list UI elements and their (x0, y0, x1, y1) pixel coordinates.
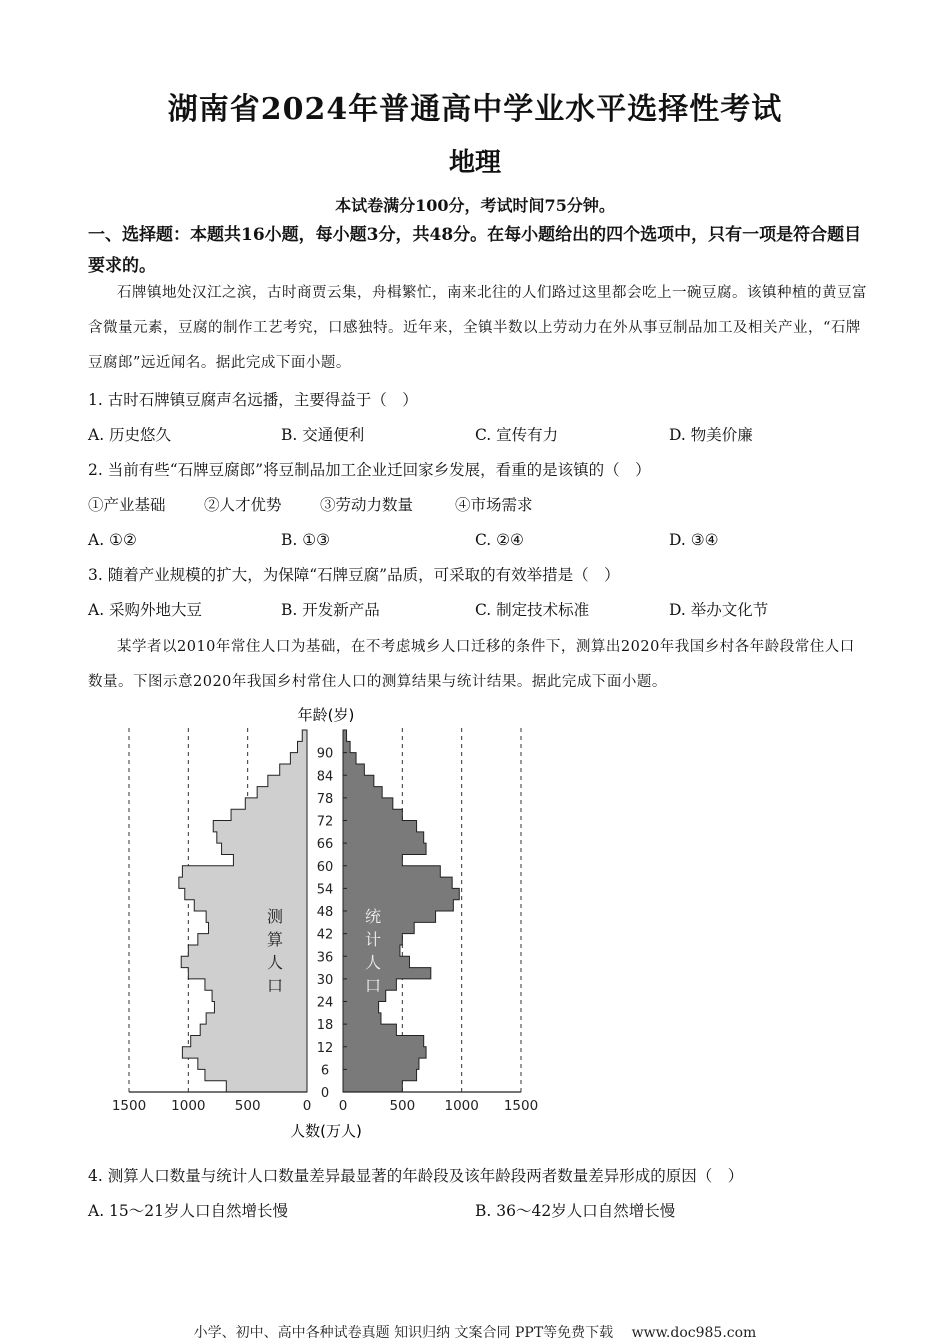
series-label-left-char: 测 (266, 907, 284, 926)
q2-item-4: ④市场需求 (455, 496, 533, 514)
page-footer: 小学、初中、高中各种试卷真题 知识归纳 文案合同 PPT等免费下载 www.doc985.com (193, 1325, 757, 1341)
q1-option-b[interactable]: B. 交通便利 (281, 426, 365, 444)
subject-title: 地理 (448, 148, 501, 178)
q4-option-b[interactable]: B. 36～42岁人口自然增长慢 (475, 1202, 676, 1220)
y-tick-label: 66 (316, 837, 334, 853)
q1-option-d[interactable]: D. 物美价廉 (669, 426, 753, 444)
question-3-stem: 3. 随着产业规模的扩大，为保障“石牌豆腐”品质，可采取的有效举措是（ ） (88, 566, 620, 584)
q3-option-b[interactable]: B. 开发新产品 (281, 601, 380, 619)
series-area-right (343, 730, 459, 1092)
x-tick-label-left: 0 (302, 1098, 312, 1114)
y-tick-label: 24 (316, 995, 334, 1011)
q4-option-a[interactable]: A. 15～21岁人口自然增长慢 (88, 1202, 288, 1220)
series-label-right-char: 计 (364, 930, 382, 949)
series-label-right-char: 人 (364, 953, 382, 972)
series-label-left-char: 口 (266, 976, 284, 995)
y-tick-label: 6 (320, 1063, 330, 1079)
q3-option-c[interactable]: C. 制定技术标准 (475, 601, 590, 619)
y-tick-label: 72 (316, 814, 334, 830)
series-label-right-char: 统 (364, 907, 382, 926)
y-tick-label: 90 (316, 746, 334, 762)
q2-option-a[interactable]: A. ①② (88, 531, 137, 549)
y-tick-label: 12 (316, 1040, 334, 1056)
q3-option-d[interactable]: D. 举办文化节 (669, 601, 769, 619)
q2-item-1: ①产业基础 (88, 496, 166, 514)
exam-note: 本试卷满分100分，考试时间75分钟。 (335, 196, 615, 215)
x-tick-label-right: 1500 (503, 1098, 539, 1114)
section-heading: 一、选择题：本题共16小题，每小题3分，共48分。在每小题给出的四个选项中，只有一项是符合题目要求的。 (88, 225, 862, 276)
q2-option-b[interactable]: B. ①③ (281, 531, 331, 549)
y-tick-label: 60 (316, 859, 334, 875)
q2-option-c[interactable]: C. ②④ (475, 531, 524, 549)
x-tick-label-right: 0 (338, 1098, 348, 1114)
series-label-left-char: 算 (266, 930, 284, 949)
x-tick-label-right: 500 (389, 1098, 416, 1114)
x-tick-label-right: 1000 (444, 1098, 479, 1114)
y-tick-label: 30 (316, 972, 334, 988)
y-axis-label: 年龄(岁) (297, 706, 355, 724)
question-1-stem: 1. 古时石牌镇豆腐声名远播，主要得益于（ ） (88, 391, 418, 409)
y-tick-label: 54 (316, 882, 334, 898)
y-tick-label: 18 (316, 1018, 334, 1034)
exam-title: 湖南省2024年普通高中学业水平选择性考试 (167, 92, 783, 127)
y-tick-label: 48 (316, 905, 334, 920)
y-tick-label: 36 (316, 950, 334, 966)
series-label-right-char: 口 (364, 976, 382, 995)
q2-item-2: ②人才优势 (204, 496, 282, 514)
y-tick-label: 42 (316, 927, 334, 943)
q2-option-d[interactable]: D. ③④ (669, 531, 719, 549)
q1-option-c[interactable]: C. 宣传有力 (475, 426, 559, 444)
q1-option-a[interactable]: A. 历史悠久 (88, 426, 172, 444)
passage-2: 某学者以2010年常住人口为基础，在不考虑城乡人口迁移的条件下，测算出2020年我国乡村各年龄段常住人口数量。下图示意2020年我国乡村常住人口的测算结果与统计结果。据此完成下面小题。 (88, 639, 855, 690)
y-tick-label: 78 (316, 791, 334, 807)
x-tick-label-left: 1000 (171, 1098, 206, 1114)
x-axis-label: 人数(万人) (290, 1122, 362, 1140)
population-pyramid-chart (100, 700, 560, 1150)
series-area-left (179, 730, 307, 1092)
question-4-stem: 4. 测算人口数量与统计人口数量差异最显著的年龄段及该年龄段两者数量差异形成的原因（ ） (88, 1167, 744, 1185)
series-label-left-char: 人 (266, 953, 284, 972)
y-tick-label: 84 (316, 769, 334, 785)
x-tick-label-left: 1500 (111, 1098, 147, 1114)
question-2-stem: 2. 当前有些“石牌豆腐郎”将豆制品加工企业迁回家乡发展，看重的是该镇的（ ） (88, 461, 651, 479)
q2-item-3: ③劳动力数量 (320, 496, 414, 514)
x-tick-label-left: 500 (234, 1098, 261, 1114)
passage-1: 石牌镇地处汉江之滨，古时商贾云集，舟楫繁忙，南来北往的人们路过这里都会吃上一碗豆腐。该镇种植的黄豆富含微量元素，豆腐的制作工艺考究，口感独特。近年来，全镇半数以上劳动力在外从事豆制品加工及相关产业，“石牌豆腐郎”远近闻名。据此完成下面小题。 (88, 285, 867, 371)
y-tick-label: 0 (320, 1086, 330, 1101)
q3-option-a[interactable]: A. 采购外地大豆 (88, 601, 203, 619)
